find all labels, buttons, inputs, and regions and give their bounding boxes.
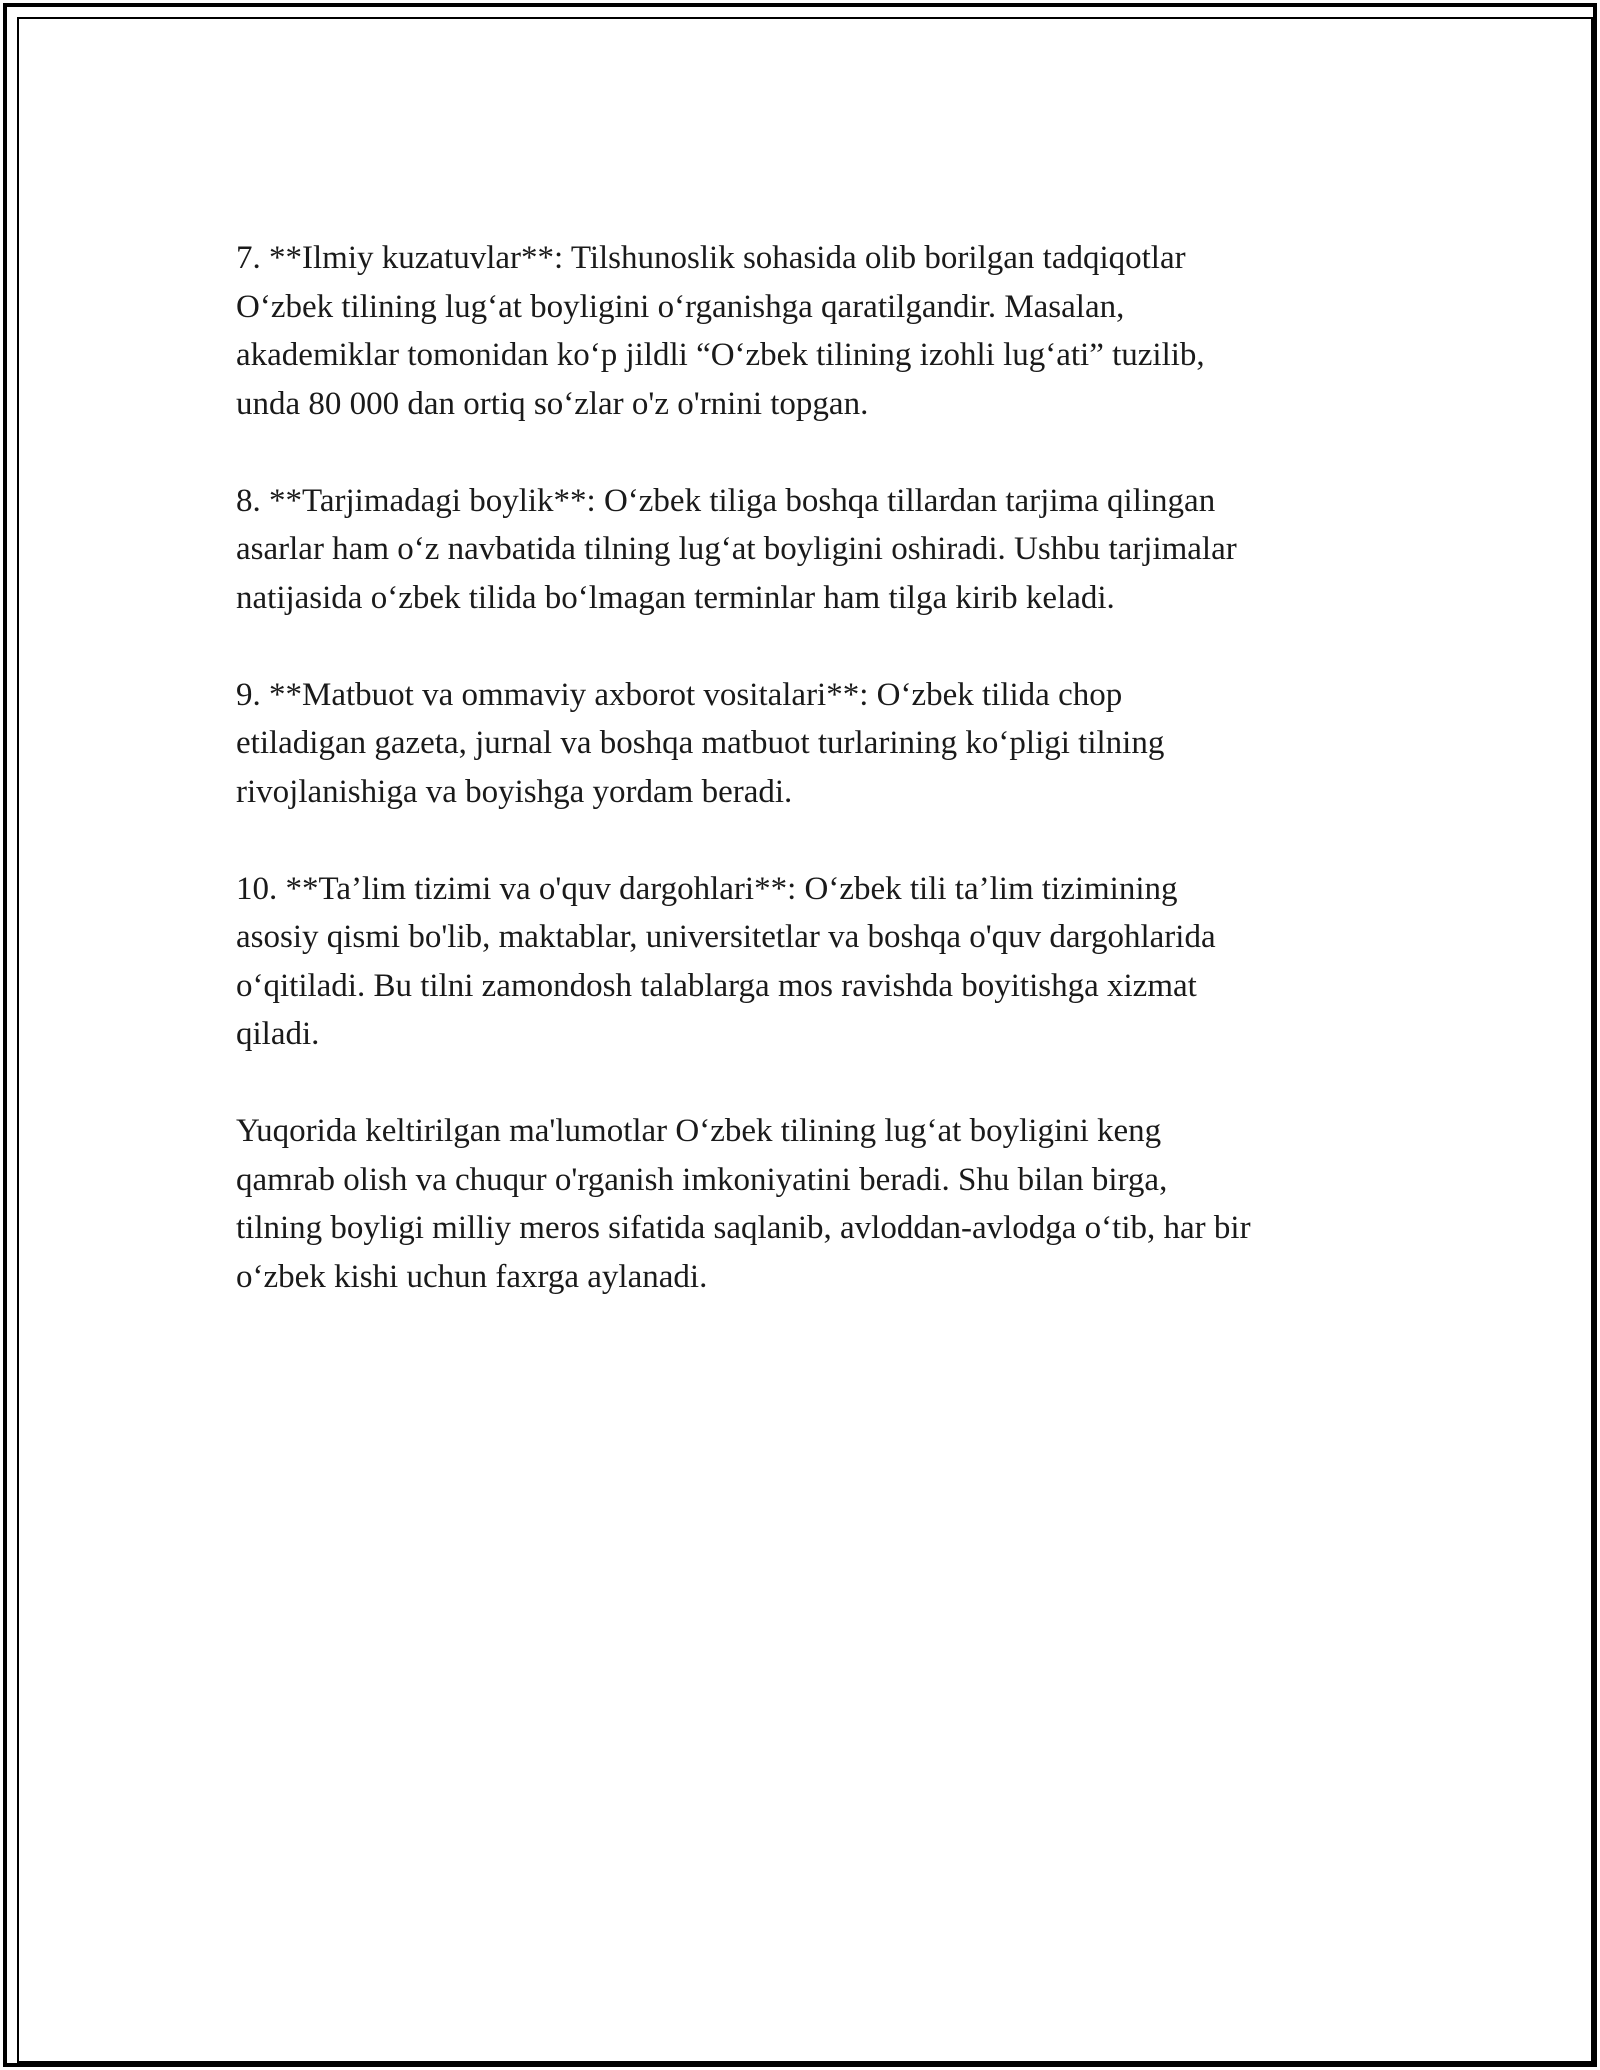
paragraph-tarjimadagi-boylik: 8. **Tarjimadagi boylik**: O‘zbek tiliga boshqa tillardan tarjima qilingan asarlar ham o‘z navbatida tilning lug‘at boyligini oshiradi. Ushbu tarjimalar natijasida o‘zbek tilida bo‘lmagan terminlar ham tilga kirib keladi. — [236, 482, 1237, 616]
paragraph-matbuot: 9. **Matbuot va ommaviy axborot vositalari**: O‘zbek tilida chop etiladigan gazeta, jurnal va boshqa matbuot turlarining ko‘pligi tilning rivojlanishiga va boyishga yordam beradi. — [236, 676, 1165, 810]
paragraph-ilmiy-kuzatuvlar: 7. **Ilmiy kuzatuvlar**: Tilshunoslik sohasida olib borilgan tadqiqotlar O‘zbek tilining lug‘at boyligini o‘rganishga qaratilgandir. Masalan, akademiklar tomonidan ko‘p jildli “O‘zbek tilining izohli lug‘ati” tuzilib, unda 80 000 dan ortiq so‘zlar o'z o'rnini topgan. — [236, 240, 1205, 422]
document-body — [236, 234, 1386, 1350]
paragraph-conclusion: Yuqorida keltirilgan ma'lumotlar O‘zbek tilining lug‘at boyligini keng qamrab olish va chuqur o'rganish imkoniyatini beradi. Shu bilan birga, tilning boyligi milliy meros sifatida saqlanib, avloddan-avlodga o‘tib, har bir o‘zbek kishi uchun faxrga aylanadi. — [236, 1113, 1251, 1295]
paragraph-talim-tizimi: 10. **Ta’lim tizimi va o'quv dargohlari**: O‘zbek tili ta’lim tizimining asosiy qismi bo'lib, maktablar, universitetlar va boshqa o'quv dargohlarida o‘qitiladi. Bu tilni zamondosh talablarga mos ravishda boyitishga xizmat qiladi. — [236, 870, 1216, 1052]
